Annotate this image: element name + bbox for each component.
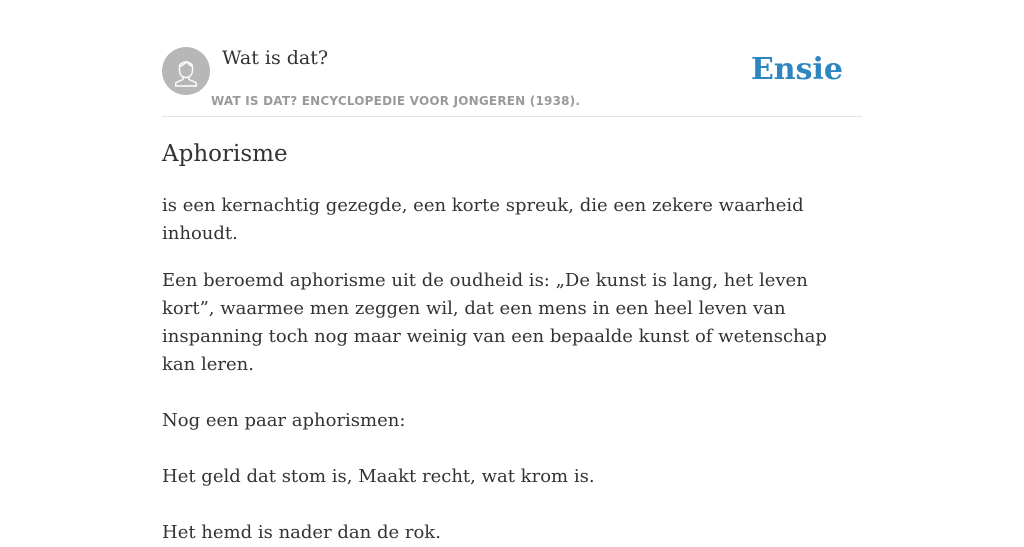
article-paragraph: is een kernachtig gezegde, een korte spreuk, die een zekere waarheid inhoudt. bbox=[162, 195, 804, 244]
author-avatar[interactable] bbox=[162, 47, 210, 95]
article-paragraph: Het geld dat stom is, Maakt recht, wat krom is. bbox=[162, 466, 595, 487]
author-link[interactable]: Wat is dat? bbox=[222, 47, 329, 69]
article-paragraph: Nog een paar aphorismen: bbox=[162, 410, 406, 431]
article-paragraph: Een beroemd aphorisme uit de oudheid is: „De kunst is lang, het leven kort”, waarmee men zeggen wil, dat een mens in een heel leven van inspanning toch nog maar weinig van een bepaalde kunst of wetenschap kan leren. bbox=[162, 270, 827, 375]
article-paragraph: Het hemd is nader dan de rok. bbox=[162, 522, 441, 543]
source-label: WAT IS DAT? ENCYCLOPEDIE VOOR JONGEREN (1938). bbox=[211, 94, 581, 108]
ensie-logo[interactable]: Ensie bbox=[750, 52, 843, 87]
article-body bbox=[162, 138, 862, 547]
article-title: Aphorisme bbox=[162, 141, 288, 167]
user-icon bbox=[162, 47, 210, 95]
article-header bbox=[162, 46, 862, 117]
